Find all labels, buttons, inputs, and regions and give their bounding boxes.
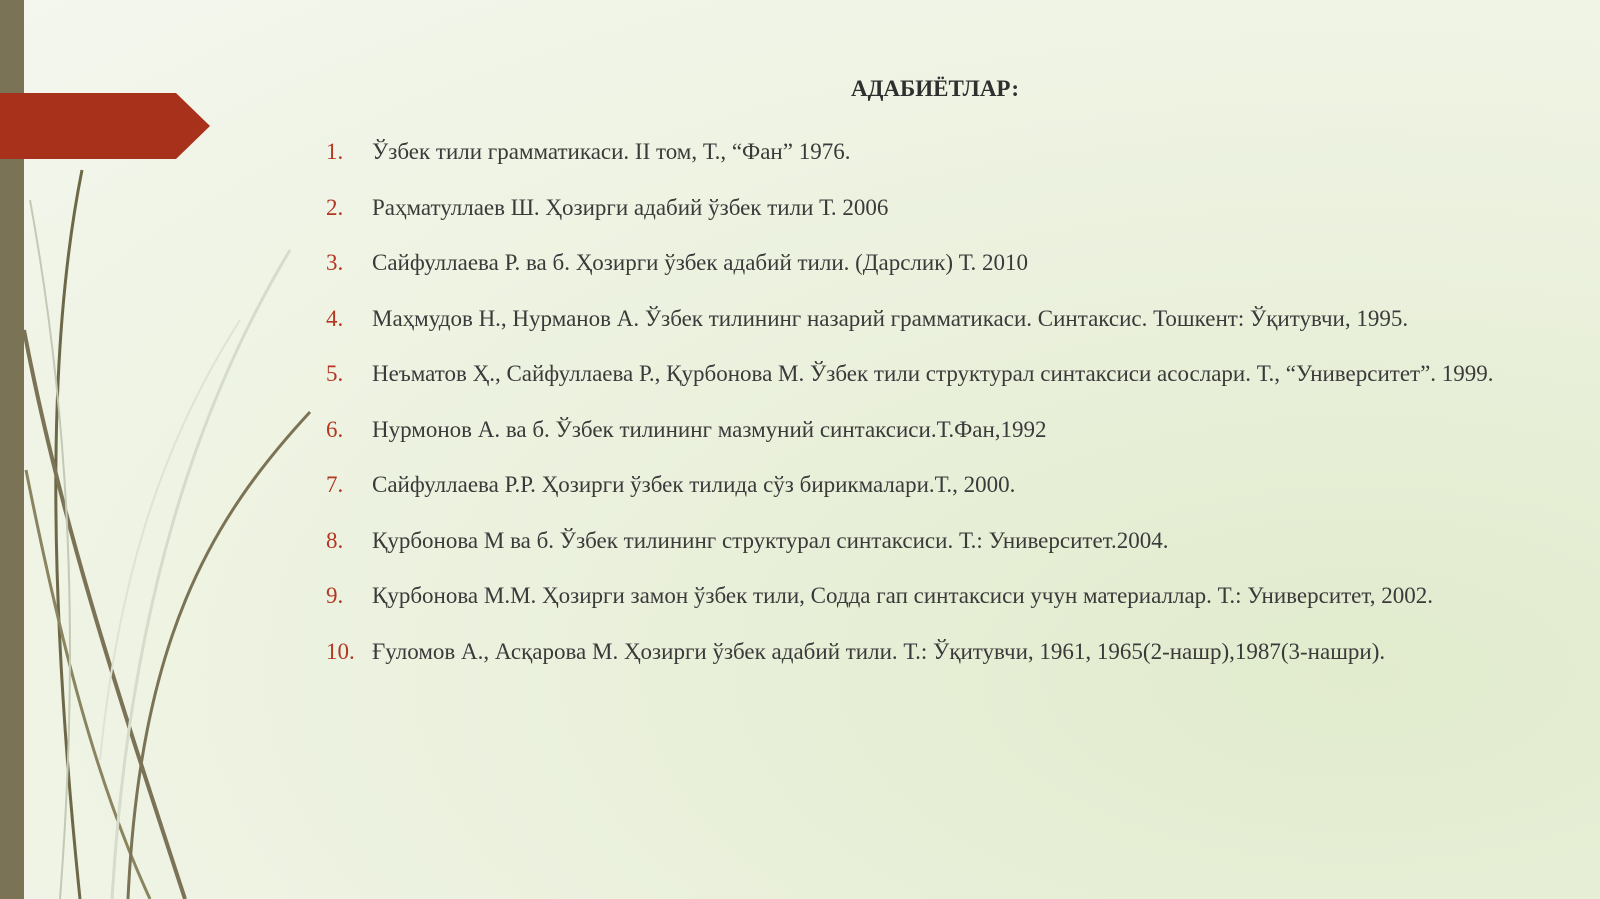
reference-number: 1. — [326, 139, 344, 164]
reference-text: Раҳматуллаев Ш. Ҳозирги адабий ўзбек тили Т. 2006 — [372, 194, 889, 220]
reference-number: 2. — [326, 194, 344, 220]
reference-number: 4. — [326, 305, 344, 331]
reference-text: Нурмонов А. ва б. Ўзбек тилининг мазмуний синтаксиси.Т.Фан,1992 — [372, 416, 1047, 442]
reference-item — [326, 354, 1518, 394]
reference-item — [326, 188, 1518, 228]
reference-text: Сайфуллаева Р.Р. Ҳозирги ўзбек тилида сўз бирикмалари.Т., 2000. — [372, 472, 1016, 497]
reference-number: 9. — [326, 583, 344, 608]
reference-text: Ғуломов А., Асқарова М. Ҳозирги ўзбек адабий тили. Т.: Ўқитувчи, 1961, 1965(2-нашр),1987(3-нашри). — [372, 638, 1386, 664]
slide-title: АДАБИЁТЛАР: — [851, 76, 1019, 101]
reference-item — [326, 299, 1518, 339]
reference-item — [326, 243, 1518, 283]
reference-item — [326, 576, 1518, 616]
reference-number: 8. — [326, 527, 344, 553]
reference-text: Маҳмудов Н., Нурманов А. Ўзбек тилининг назарий грамматикаси. Синтаксис. Тошкент: Ўқитувчи, 1995. — [372, 305, 1409, 331]
reference-item — [326, 632, 1518, 672]
reference-number: 6. — [326, 416, 344, 442]
reference-text: Неъматов Ҳ., Сайфуллаева Р., Қурбонова М. Ўзбек тили структурал синтаксиси асослари. Т., “Университет”. 1999. — [372, 361, 1494, 386]
reference-item — [326, 521, 1518, 561]
reference-text: Ўзбек тили грамматикаси. II том, Т., “Фан” 1976. — [372, 139, 851, 164]
reference-number: 7. — [326, 472, 344, 497]
reference-text: Қурбонова М ва б. Ўзбек тилининг структурал синтаксиси. Т.: Университет.2004. — [372, 527, 1169, 553]
reference-item — [326, 132, 1518, 172]
reference-number: 5. — [326, 361, 344, 386]
reference-number: 10. — [326, 638, 355, 664]
reference-item — [326, 465, 1518, 505]
reference-list — [326, 132, 1518, 687]
red-ribbon-arrow — [0, 93, 210, 159]
reference-text: Қурбонова М.М. Ҳозирги замон ўзбек тили, Содда гап синтаксиси учун материаллар. Т.: Университет, 2002. — [372, 583, 1433, 608]
reference-number: 3. — [326, 250, 344, 275]
reference-item — [326, 410, 1518, 450]
reference-text: Сайфуллаева Р. ва б. Ҳозирги ўзбек адабий тили. (Дарслик) Т. 2010 — [372, 250, 1029, 275]
